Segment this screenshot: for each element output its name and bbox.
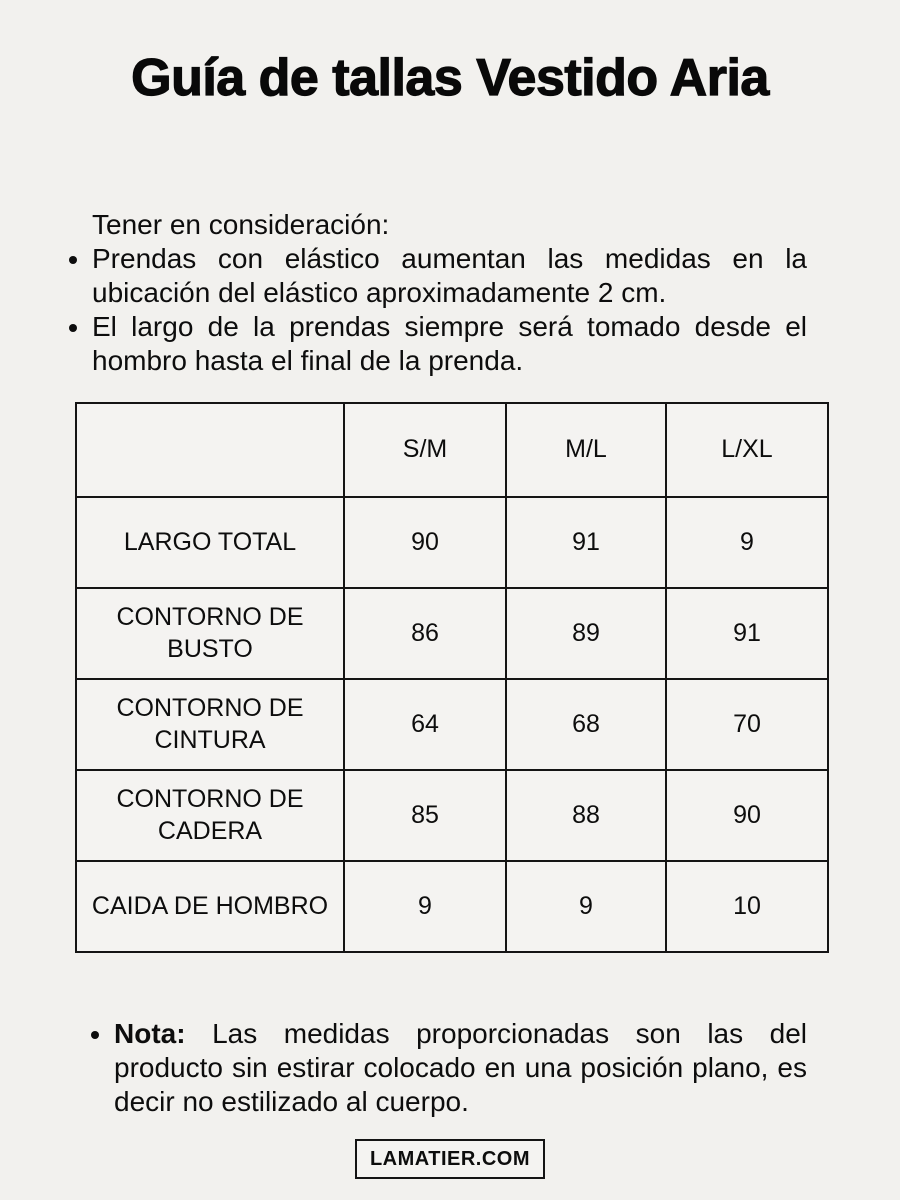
site-badge [355,1139,545,1179]
row-label: CAIDA DE HOMBRO [76,861,344,952]
cell-value: 9 [666,497,828,588]
size-column-header-ml: M/L [506,403,666,497]
table-row-caida-hombro [76,861,828,952]
cell-value: 91 [506,497,666,588]
cell-value: 91 [666,588,828,679]
site-badge-text: LAMATIER.COM [369,1148,531,1170]
cell-value: 10 [666,861,828,952]
row-label: CONTORNO DE CINTURA [76,679,344,770]
considerations-heading: Tener en consideración: [92,209,390,240]
note-item [114,1017,807,1119]
cell-value: 90 [666,770,828,861]
size-table [75,402,829,953]
note-label: Nota: [114,1018,186,1049]
size-table-corner-cell [76,403,344,497]
cell-value: 68 [506,679,666,770]
considerations-list [70,242,807,378]
row-label: LARGO TOTAL [76,497,344,588]
cell-value: 9 [506,861,666,952]
cell-value: 89 [506,588,666,679]
note-text: Las medidas proporcionadas son las del producto sin estirar colocado en una posición plano, es decir no estilizado al cuerpo. [114,1018,807,1117]
footer [0,1139,900,1179]
page-title: Guía de tallas Vestido Aria [131,49,769,107]
note-section [92,1017,900,1119]
table-row-contorno-busto [76,588,828,679]
cell-value: 85 [344,770,506,861]
cell-value: 90 [344,497,506,588]
cell-value: 9 [344,861,506,952]
cell-value: 64 [344,679,506,770]
size-column-header-lxl: L/XL [666,403,828,497]
size-column-header-sm: S/M [344,403,506,497]
consideration-item: • El largo de la prendas siempre será tomado desde el hombro hasta el final de la prenda. [92,310,807,378]
cell-value: 88 [506,770,666,861]
cell-value: 86 [344,588,506,679]
considerations-section [70,208,900,378]
consideration-item: • Prendas con elástico aumentan las medidas en la ubicación del elástico aproximadamente 2 cm. [92,242,807,310]
cell-value: 70 [666,679,828,770]
table-row-contorno-cadera [76,770,828,861]
row-label: CONTORNO DE BUSTO [76,588,344,679]
table-row-contorno-cintura [76,679,828,770]
note-list [92,1017,807,1119]
row-label: CONTORNO DE CADERA [76,770,344,861]
table-row-largo-total [76,497,828,588]
size-table-header-row [76,403,828,497]
